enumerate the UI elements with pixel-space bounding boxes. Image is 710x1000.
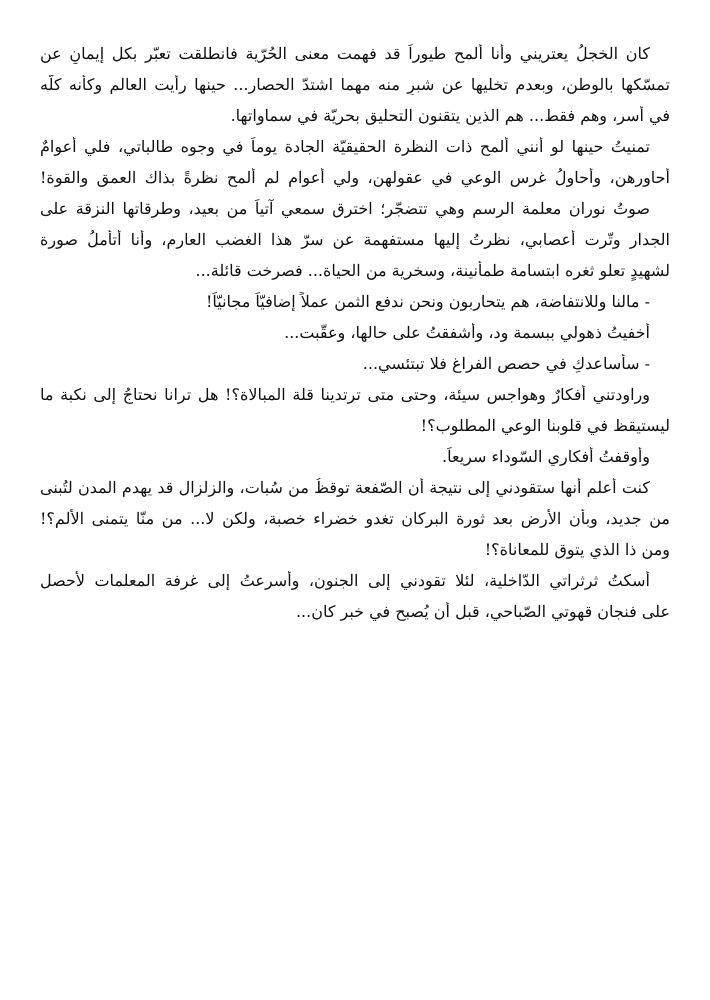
text-line: وأوقفتُ أفكاري السّوداء سريعاً. — [442, 447, 650, 466]
text-line: لشهيدٍ تعلو ثغره ابتسامة طمأنينة، وسخرية من الحياة... فصرخت قائلة... — [195, 261, 670, 280]
text-line: أسكتُ ثرثراتي الدّاخلية، لئلا تقودني إلى الجنون، وأسرعتُ إلى غرفة المعلمات لأحصل — [40, 571, 650, 590]
text-line: على فنجان قهوتي الصّباحي، قبل أن يُصبح في خبر كان... — [295, 602, 670, 621]
dialogue-line: - سأساعدكِ في حصص الفراغ فلا تبتئسي... — [362, 354, 650, 373]
text-line: أخفيتُ ذهولي ببسمة ود، وأشفقتُ على حالها، وعقّبت... — [284, 323, 650, 342]
text-line: صوتُ نوران معلمة الرسم وهي تتضجّر؛ اخترق سمعي آتياً من بعيد، وطرقاتها النزقة على — [40, 199, 650, 218]
text-line: ومن ذا الذي يتوق للمعاناة؟! — [484, 540, 670, 559]
text-line: الجدار وتّرت أعصابي، نظرتُ إليها مستفهمة عن سرّ هذا الغضب العارم، وأنا أتأملُ صورة — [40, 230, 670, 249]
text-line: ليستيقظ في قلوبنا الوعي المطلوب؟! — [420, 416, 670, 435]
text-line: تمسّكها بالوطن، وبعدم تخليها عن شبرٍ منه مهما اشتدّ الحصار... حينها رأيت العالم وكأنه كلّه — [40, 75, 670, 94]
text-line: أحاورهن، وأحاولُ غرس الوعي في عقولهن، ولي أعوام لم ألمح نظرةً بذاك العمق والقوة! — [40, 168, 670, 187]
text-line: تمنيتُ حينها لو أنني ألمح ذات النظرة الحقيقيّة الجادة يوماً في وجوه طالباتي، فلي أعوامٌ — [40, 137, 650, 156]
dialogue-line: - مالنا وللانتفاضة، هم يتحاربون ونحن ندفع الثمن عملاً إضافيّاً مجانيّاً! — [205, 292, 650, 311]
text-line: كان الخجلُ يعتريني وأنا ألمح طيوراً قد فهمت معنى الحُرّية فانطلقت تعبّر بكل إيمانٍ عن — [40, 44, 651, 63]
text-line: من جديد، وبأن الأرض بعد ثورة البركان تغدو خضراء خصبة، ولكن لا... من منّا يتمنى الألم؟! — [40, 509, 670, 528]
text-line: وراودتني أفكارٌ وهواجس سيئة، وحتى متى ترتدينا قلة المبالاة؟! هل ترانا نحتاجُ إلى نكبة ما — [40, 385, 650, 404]
text-line: كنت أعلم أنها ستقودني إلى نتيجة أن الصّفعة توقظُ من سُبات، والزلزال قد يهدم المدن لتُبنى — [40, 478, 650, 497]
document-page — [40, 44, 670, 633]
text-line: في أسر، وهم فقط... هم الذين يتقنون التحليق بحريّة في سماواتها. — [230, 106, 670, 125]
